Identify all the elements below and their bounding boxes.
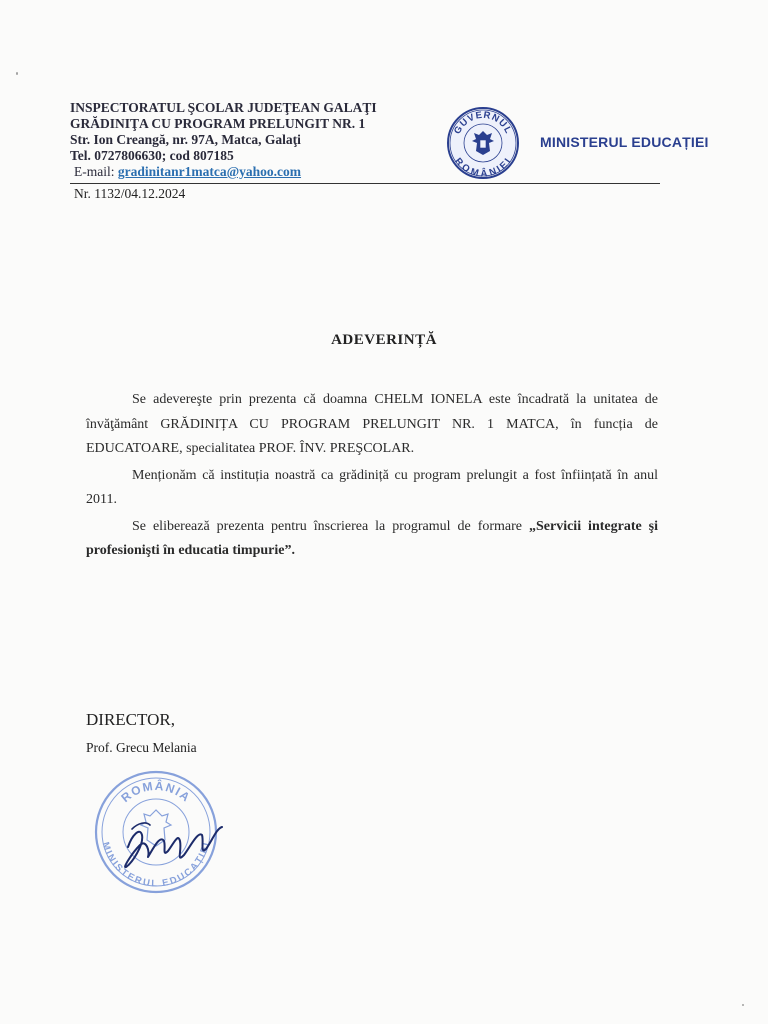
seal-text-bottom: ROMÂNIEI [452, 155, 514, 180]
director-title: DIRECTOR, [86, 710, 175, 729]
email-label: E-mail: [74, 164, 118, 179]
paragraph-founding: Menționăm că instituția noastră ca grădiniță cu program prelungit a fost înființată în anul 2011. [86, 467, 658, 507]
svg-text:ROMÂNIA [118, 778, 193, 805]
email-link[interactable]: gradinitanr1matca@yahoo.com [117, 164, 302, 179]
paragraph-purpose [86, 515, 658, 564]
school-phone: Tel. 0727806630; cod 807185 [70, 148, 234, 163]
stamp-text-bottom: MINISTERUL EDUCAȚIEI [99, 840, 213, 890]
school-address: Str. Ion Creangă, nr. 97A, Matca, Galaţi [70, 132, 301, 147]
paragraph-employment: Se adevereşte prin prezenta că doamna CHELM IONELA este încadrată la unitatea de învăţământ GRĂDINIȚA CU PROGRAM PRELUNGIT NR. 1 MATCA, în funcția de EDUCATOARE, specialitatea PROF. ÎNV. PREŞCOLAR. [86, 392, 658, 456]
program-name: „Servicii integrate şi profesionişti în educatia timpurie”. [86, 518, 659, 558]
government-seal-icon [446, 106, 520, 180]
scan-speck [16, 72, 18, 75]
director-signature [118, 805, 238, 875]
reference-number: Nr. 1132/04.12.2024 [74, 186, 186, 201]
letterhead [70, 100, 720, 200]
scan-speck [742, 1004, 744, 1006]
stamp-text-top: ROMÂNIA [118, 778, 194, 806]
purpose-text: Se eliberează prezenta pentru înscrierea la programul de formare [132, 518, 529, 534]
school-name: GRĂDINIŢA CU PROGRAM PRELUNGIT NR. 1 [70, 116, 366, 131]
director-name: Prof. Grecu Melania [86, 740, 197, 755]
inspectorate-name: INSPECTORATUL ŞCOLAR JUDEŢEAN GALAŢI [70, 100, 377, 115]
document-title: ADEVERINȚĂ [331, 332, 437, 348]
institution-info [70, 100, 440, 180]
ministry-name: MINISTERUL EDUCAȚIEI [540, 134, 709, 150]
email-line [70, 164, 440, 180]
seal-text-top: GUVERNUL [452, 109, 514, 137]
header-divider [70, 183, 660, 184]
document-body [86, 388, 658, 566]
